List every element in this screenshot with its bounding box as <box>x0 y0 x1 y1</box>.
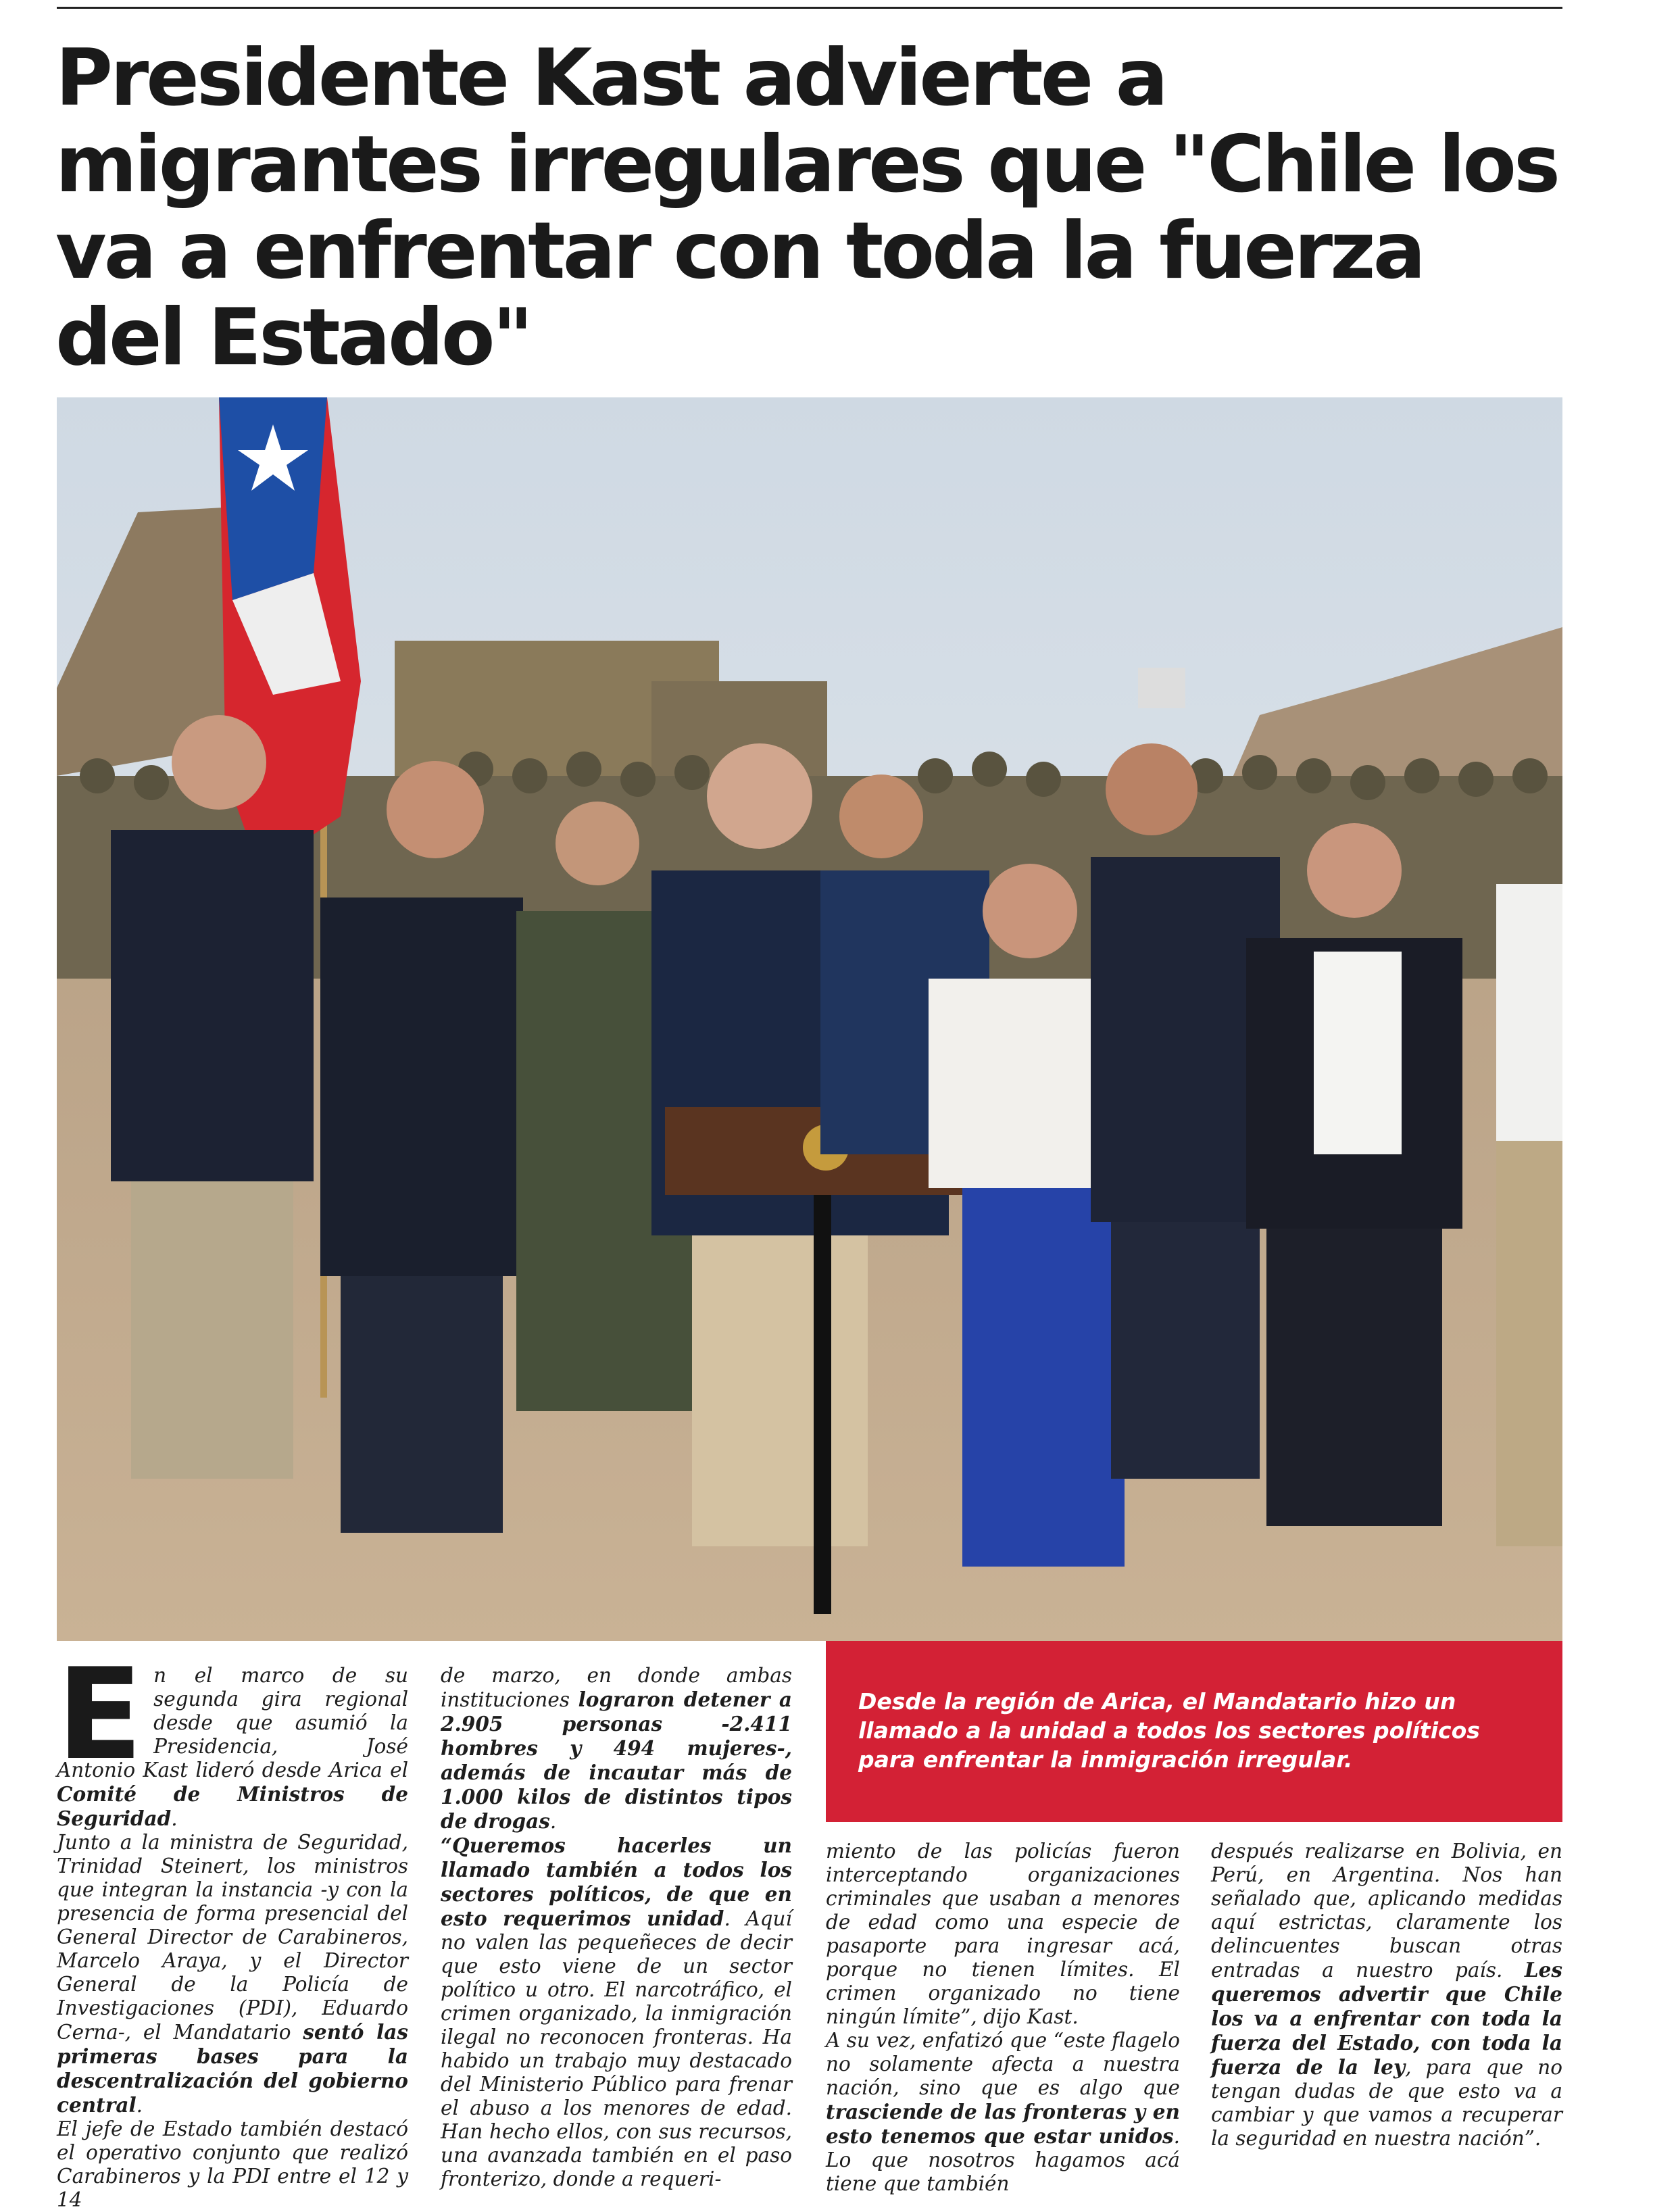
text-run: de marzo, en donde ambas instituciones <box>441 1664 792 1711</box>
headline: Presidente Kast advierte a migrantes irregulares que "Chile los va a enfrentar con toda la fuerza del Estado" <box>55 32 1558 383</box>
paragraph <box>1211 1840 1562 2150</box>
bold-run: Les queremos advertir que Chile los va a enfrentar con toda la fuerza del Estado, con toda la fuerza de la ley <box>1211 1958 1562 2079</box>
text-run: A su vez, enfatizó que “este flagelo no solamente afecta a nuestra nación, sino que es algo que <box>826 2029 1180 2099</box>
paragraph <box>441 1834 792 2191</box>
bold-run: trasciende de las fronteras y en esto tenemos que estar unidos <box>826 2100 1180 2148</box>
drop-cap: E <box>57 1641 143 1788</box>
text-run: . <box>171 1807 178 1830</box>
paragraph <box>826 2029 1180 2196</box>
paragraph <box>57 1641 408 1831</box>
text-run: . Aquí no valen las pequeñeces de decir que esto viene de un sector político u otro. El narcotráfico, el crimen organizado, la inmigración ilegal no reconocen fronteras. Ha habido un trabajo muy destacado del Ministerio Público para frenar el abuso a los menores de edad. Han hecho ellos, con sus recursos, una avanzada también en el paso fronterizo, donde a requeri- <box>441 1907 792 2190</box>
text-run: . <box>549 1810 557 1833</box>
text-run: , para que no tengan dudas de que esto va a cambiar y que vamos a recuperar la seguridad en nuestra nación”. <box>1211 2056 1562 2150</box>
bold-run: lograron detener a 2.905 personas -2.411 hombres y 494 mujeres-, además de incautar más de 1.000 kilos de distintos tipos de drogas <box>441 1688 792 1833</box>
bold-run: “Queremos hacerles un llamado también a todos los sectores políticos, de que en esto requerimos unidad <box>441 1834 792 1930</box>
text-run: Junto a la ministra de Seguridad, Trinidad Steinert, los ministros que integran la instancia -y con la presencia de forma presencial del General Director de Carabineros, Marcelo Araya, y el Director General de la Policía de Investigaciones (PDI), Eduardo Cerna-, el Mandatario <box>57 1831 408 2044</box>
text-run: n el marco de su segunda gira regional desde que asumió la Presidencia, José Antonio Kast lideró desde Arica el <box>57 1664 408 1781</box>
article-column-2 <box>441 1664 792 2191</box>
paragraph <box>57 1831 408 2117</box>
callout-text: Desde la región de Arica, el Mandatario hizo un llamado a la unidad a todos los sectores políticos para enfrentar la inmigración irregular. <box>858 1688 1480 1773</box>
bold-run: Comité de Ministros de Seguridad <box>57 1782 408 1830</box>
paragraph: El jefe de Estado también destacó el operativo conjunto que realizó Carabineros y la PDI entre el 12 y 14 <box>57 2117 408 2211</box>
text-run: . <box>136 2094 143 2117</box>
article-column-1 <box>57 1641 409 2211</box>
bold-run: sentó las primeras bases para la descentralización del gobierno central <box>57 2020 409 2117</box>
article-column-3 <box>826 1840 1180 2195</box>
callout-box <box>826 1641 1562 1822</box>
top-rule <box>57 7 1562 9</box>
paragraph <box>441 1664 792 1834</box>
text-run: después realizarse en Bolivia, en Perú, en Argentina. Nos han señalado que, aplicando medidas aquí estrictas, claramente los delincuentes buscan otras entradas a nuestro país. <box>1211 1840 1562 1982</box>
article-column-4 <box>1211 1840 1562 2191</box>
article-photo <box>57 397 1562 1641</box>
text-run: . Lo que nosotros hagamos acá tiene que también <box>826 2125 1180 2195</box>
paragraph: miento de las policías fueron interceptando organizaciones criminales que usaban a menores de edad como una especie de pasaporte para ingresar acá, porque no tienen límites. El crimen organizado no tiene ningún límite”, dijo Kast. <box>826 1840 1180 2028</box>
